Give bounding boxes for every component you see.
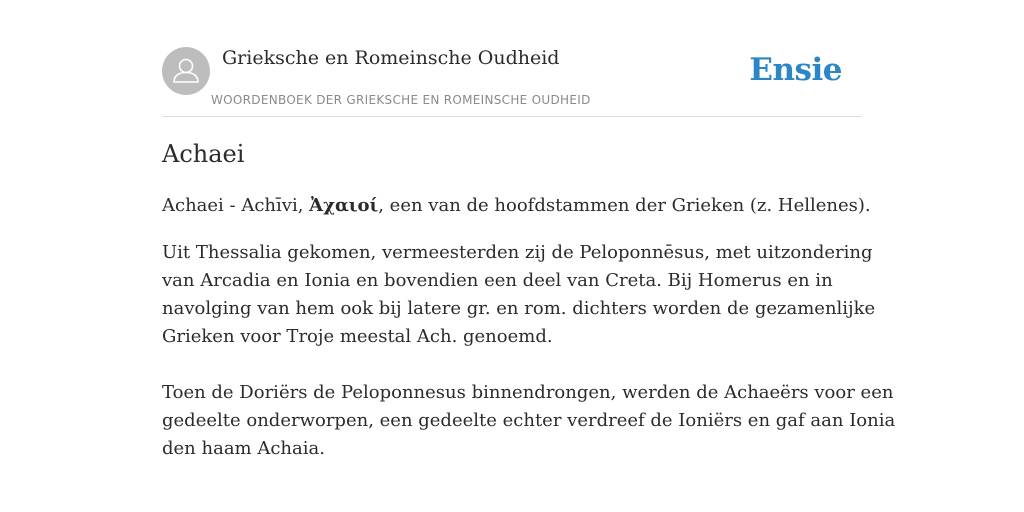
definition-suffix: , een van de hoofdstammen der Grieken (z. Hellenes).: [378, 195, 871, 216]
paragraph-spacer: [162, 351, 862, 379]
source-subtitle: WOORDENBOEK DER GRIEKSCHE EN ROMEINSCHE OUDHEID: [211, 93, 591, 107]
paragraph-line: van Arcadia en Ionia en bovendien een deel van Creta. Bij Homerus en in: [162, 270, 833, 291]
paragraph-line: Toen de Doriërs de Peloponnesus binnendrongen, werden de Achaeërs voor een: [162, 382, 894, 403]
body-paragraph: [162, 379, 896, 463]
ensie-logo[interactable]: Ensie: [749, 52, 842, 88]
user-icon: [162, 47, 210, 95]
definition-prefix: Achaei - Achīvi,: [162, 195, 310, 216]
definition-greek: Ἀχαιοί: [309, 195, 379, 216]
body-paragraph: [162, 239, 876, 351]
source-title[interactable]: Grieksche en Romeinsche Oudheid: [222, 47, 560, 69]
paragraph-line: den haam Achaia.: [162, 438, 325, 459]
entry-body: [162, 239, 896, 463]
entry-title: Achaei: [162, 140, 245, 168]
entry-definition: [162, 192, 871, 220]
source-header: [162, 45, 862, 117]
paragraph-line: Grieken voor Troje meestal Ach. genoemd.: [162, 326, 553, 347]
paragraph-line: gedeelte onderworpen, een gedeelte echter verdreef de Ioniërs en gaf aan Ionia: [162, 410, 896, 431]
source-avatar[interactable]: [162, 47, 210, 95]
paragraph-line: Uit Thessalia gekomen, vermeesterden zij de Peloponnēsus, met uitzondering: [162, 242, 873, 263]
paragraph-line: navolging van hem ook bij latere gr. en rom. dichters worden de gezamenlijke: [162, 298, 876, 319]
